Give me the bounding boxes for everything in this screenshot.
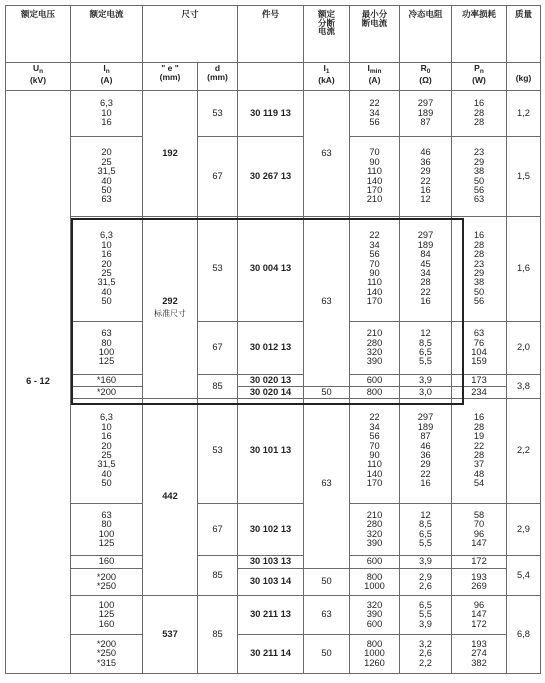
- currents-cell: [71, 504, 143, 556]
- row-192-d67: [6, 137, 541, 217]
- value-line: 16: [473, 412, 485, 423]
- dim-e-cell: 537: [143, 596, 198, 674]
- dim-d-cell: 53: [198, 91, 238, 137]
- breaking-current-cell: 63: [304, 596, 350, 635]
- value-line: *315: [96, 657, 117, 668]
- value-line: 125: [98, 537, 115, 548]
- resistance-cell: [400, 91, 452, 137]
- value-line: 36: [420, 156, 431, 167]
- value-line: 56: [473, 296, 485, 307]
- value-line: 54: [473, 478, 485, 489]
- row-442-d85-b: [6, 569, 541, 596]
- value-line: 193: [471, 638, 487, 649]
- value-line: 50: [101, 296, 112, 307]
- value-line: 110: [367, 166, 382, 177]
- power-loss-cell: [452, 91, 507, 137]
- value-line: 10: [101, 421, 112, 432]
- value-line: 63: [101, 194, 112, 205]
- value-line: 3,9: [419, 618, 432, 629]
- value-line: 63: [101, 509, 112, 520]
- value-line: 28: [473, 249, 485, 260]
- value-line: 22: [420, 175, 431, 186]
- value-line: 297: [417, 230, 434, 241]
- value-line: 210: [366, 509, 383, 520]
- value-line: 172: [471, 618, 487, 629]
- value-line: 140: [366, 286, 383, 297]
- value-line: 29: [473, 156, 485, 167]
- value-line: 16: [101, 117, 112, 128]
- value-line: 104: [471, 347, 487, 357]
- value-line: 16: [101, 249, 112, 260]
- value-line: 390: [366, 356, 383, 367]
- value-line: 147: [471, 537, 487, 548]
- part-number-cell: 30 004 13: [238, 217, 304, 322]
- value-line: 22: [369, 230, 380, 241]
- dim-e-cell: 292 标准尺寸: [143, 217, 198, 399]
- value-line: 48: [473, 468, 485, 479]
- value-line: 22: [473, 440, 485, 451]
- value-line: 29: [420, 166, 431, 177]
- mass-cell: 1,2: [507, 91, 541, 137]
- header-min-breaking-current: [350, 6, 400, 63]
- value-line: 34: [369, 421, 380, 432]
- value-line: 189: [417, 239, 434, 250]
- voltage-range-cell: 6 - 12: [6, 91, 71, 674]
- current-cell: *160: [71, 375, 143, 387]
- symbol-voltage: $U_n$ (kV): [6, 63, 71, 91]
- value-line: 28: [473, 450, 485, 460]
- value-line: 16: [473, 230, 485, 241]
- mass-cell: 1,5: [507, 137, 541, 217]
- power-loss-cell: [452, 399, 507, 504]
- header-rated-breaking-line-2: 分断: [317, 17, 335, 28]
- dim-d-cell: 85: [198, 596, 238, 674]
- value-line: 80: [101, 337, 112, 348]
- dim-d-cell: 85: [198, 375, 238, 399]
- value-line: 87: [420, 117, 431, 128]
- value-line: 1000: [364, 648, 385, 659]
- symbol-breaking: $I_1$ (kA): [304, 63, 350, 91]
- min-breaking-value: 600: [350, 375, 400, 387]
- value-line: 31,5: [97, 459, 116, 470]
- resistance-cell: [400, 322, 452, 375]
- part-number-cell: 30 211 13: [238, 596, 304, 635]
- value-line: 29: [420, 459, 431, 470]
- value-line: 210: [366, 328, 383, 339]
- value-line: 70: [473, 519, 485, 530]
- header-mass: 质量: [507, 6, 541, 63]
- min-breaking-cell: [350, 504, 400, 556]
- value-line: 96: [473, 528, 485, 539]
- part-number-cell: 30 103 14: [238, 569, 304, 596]
- value-line: 90: [369, 156, 380, 167]
- value-line: 390: [366, 609, 383, 620]
- dim-d-cell: 67: [198, 322, 238, 375]
- value-line: 12: [420, 509, 431, 520]
- standard-size-note: 标准尺寸: [154, 308, 186, 318]
- value-line: 31,5: [97, 166, 116, 177]
- value-line: 37: [473, 459, 485, 470]
- mass-cell: 3,8: [507, 375, 541, 399]
- symbol-min-breaking: $I_{min}$ (A): [350, 63, 400, 91]
- header-cold-resistance: 冷态电阻: [400, 6, 452, 63]
- value-line: 70: [369, 147, 380, 158]
- header-row: [6, 6, 541, 63]
- value-line: 16: [473, 98, 485, 109]
- value-line: 46: [420, 147, 431, 158]
- breaking-current-cell: 63: [304, 91, 350, 217]
- value-line: 170: [366, 184, 383, 195]
- value-line: 2,6: [419, 648, 432, 659]
- value-line: 56: [369, 249, 380, 260]
- value-line: 800: [366, 638, 383, 649]
- power-loss-cell: [452, 217, 507, 322]
- currents-cell: [71, 596, 143, 635]
- value-line: 140: [366, 468, 383, 479]
- row-537-b: [6, 635, 541, 674]
- min-breaking-cell: [350, 322, 400, 375]
- fuse-specification-table: [5, 5, 541, 674]
- mass-cell: 5,4: [507, 556, 541, 596]
- row-537-a: [6, 596, 541, 635]
- header-power-loss: 功率损耗: [452, 6, 507, 63]
- value-line: 25: [101, 268, 112, 278]
- min-breaking-cell: 800 1000: [350, 569, 400, 596]
- dim-d-cell: 53: [198, 217, 238, 322]
- value-line: 50: [473, 175, 485, 186]
- min-breaking-cell: [350, 137, 400, 217]
- value-line: 90: [369, 268, 380, 278]
- value-line: 16: [420, 184, 431, 195]
- value-line: 189: [417, 107, 434, 118]
- value-line: 297: [417, 98, 434, 109]
- value-line: 63: [101, 328, 112, 339]
- value-line: 56: [473, 184, 485, 195]
- part-number-cell: 30 102 13: [238, 504, 304, 556]
- value-line: 6,5: [419, 347, 432, 357]
- value-line: 297: [417, 412, 434, 423]
- value-line: 38: [473, 166, 485, 177]
- symbol-mass-unit: (kg): [507, 63, 541, 91]
- value-line: 274: [471, 648, 487, 659]
- value-line: 25: [101, 156, 112, 167]
- resistance-cell: [400, 399, 452, 504]
- breaking-current-cell: 50: [304, 387, 350, 399]
- mass-cell: 2,0: [507, 322, 541, 375]
- dim-d-cell: 85: [198, 556, 238, 596]
- value-line: 6,3: [100, 98, 113, 109]
- value-line: 22: [420, 286, 431, 297]
- part-number-cell: 30 020 13: [238, 375, 304, 387]
- value-line: 28: [473, 421, 485, 432]
- value-line: 40: [101, 286, 112, 297]
- value-line: 25: [101, 450, 112, 460]
- min-breaking-value: 600: [350, 556, 400, 569]
- dim-d-cell: 67: [198, 137, 238, 217]
- value-line: 70: [369, 440, 380, 451]
- value-line: 34: [420, 268, 431, 278]
- value-line: 19: [473, 431, 485, 442]
- value-line: 16: [101, 431, 112, 442]
- current-cell: 160: [71, 556, 143, 569]
- value-line: 38: [473, 277, 485, 288]
- part-number-cell: 30 012 13: [238, 322, 304, 375]
- part-number-cell: 30 020 14: [238, 387, 304, 399]
- value-line: 189: [417, 421, 434, 432]
- currents-cell: [71, 217, 143, 322]
- power-loss-value: 234: [452, 387, 507, 399]
- mass-cell: 2,2: [507, 399, 541, 504]
- currents-cell: [71, 635, 143, 674]
- symbol-part-empty: [238, 63, 304, 91]
- min-breaking-cell: [350, 217, 400, 322]
- value-line: 140: [366, 175, 383, 186]
- row-292-d85-a: [6, 375, 541, 387]
- dim-d-cell: 53: [198, 399, 238, 504]
- value-line: 90: [369, 450, 380, 460]
- value-line: 29: [473, 268, 485, 278]
- value-line: 100: [98, 528, 115, 539]
- symbol-dim-d: d (mm): [198, 63, 238, 91]
- value-line: 16: [420, 296, 431, 307]
- value-line: 45: [420, 258, 431, 269]
- header-rated-current: 额定电流: [71, 6, 143, 63]
- row-292-d85-b: [6, 387, 541, 399]
- value-line: 8,5: [419, 337, 432, 348]
- resistance-cell: [400, 217, 452, 322]
- symbol-resistance: $R_0$ (Ω): [400, 63, 452, 91]
- value-line: 20: [101, 440, 112, 451]
- value-line: *200: [96, 638, 117, 649]
- power-loss-cell: [452, 322, 507, 375]
- power-loss-cell: 193 269: [452, 569, 507, 596]
- header-rated-breaking-current: [304, 6, 350, 63]
- resistance-cell: [400, 504, 452, 556]
- value-line: 5,5: [419, 537, 432, 548]
- header-rated-breaking-line-1: 额定: [317, 9, 335, 19]
- min-breaking-cell: [350, 91, 400, 137]
- resistance-cell: [400, 635, 452, 674]
- value-line: 87: [420, 431, 431, 442]
- value-line: 320: [366, 599, 383, 610]
- symbol-power: $P_n$ (W): [452, 63, 507, 91]
- value-line: 84: [420, 249, 431, 260]
- header-rated-breaking-line-3: 电流: [317, 26, 335, 37]
- value-line: 31,5: [97, 277, 116, 288]
- value-line: 8,5: [419, 519, 432, 530]
- value-line: 40: [101, 175, 112, 186]
- row-442-d53: [6, 399, 541, 504]
- value-line: 6,5: [419, 528, 432, 539]
- value-line: 22: [369, 412, 380, 423]
- header-part-no: 件号: [238, 6, 304, 63]
- value-line: 280: [366, 337, 383, 348]
- row-292-d67: [6, 322, 541, 375]
- header-min-breaking-line-2: 断电流: [361, 17, 388, 28]
- part-number-cell: 30 119 13: [238, 91, 304, 137]
- current-cell: *200: [71, 387, 143, 399]
- row-442-d67: [6, 504, 541, 556]
- part-number-cell: 30 103 13: [238, 556, 304, 569]
- value-line: 70: [369, 258, 380, 269]
- header-rated-voltage: 额定电压: [6, 6, 71, 63]
- dim-d-cell: 67: [198, 504, 238, 556]
- value-line: 28: [420, 277, 431, 288]
- value-line: 320: [366, 347, 383, 357]
- value-line: 28: [473, 117, 485, 128]
- power-loss-cell: [452, 137, 507, 217]
- value-line: 100: [98, 347, 115, 357]
- power-loss-value: 173: [452, 375, 507, 387]
- part-number-cell: 30 211 14: [238, 635, 304, 674]
- value-line: 160: [98, 618, 115, 629]
- currents-cell: *200 *250: [71, 569, 143, 596]
- breaking-current-cell: 63: [304, 217, 350, 387]
- power-loss-cell: [452, 596, 507, 635]
- value-line: 390: [366, 537, 383, 548]
- value-line: 50: [473, 286, 485, 297]
- part-number-cell: 30 101 13: [238, 399, 304, 504]
- value-line: 28: [473, 107, 485, 118]
- value-line: 22: [369, 98, 380, 109]
- value-line: 125: [98, 609, 115, 620]
- resistance-value: 3,9: [400, 556, 452, 569]
- power-loss-cell: [452, 635, 507, 674]
- dim-e-cell: 192: [143, 91, 198, 217]
- value-line: 170: [366, 478, 383, 489]
- value-line: 23: [473, 147, 485, 158]
- currents-cell: [71, 91, 143, 137]
- value-line: 56: [369, 431, 380, 442]
- header-min-breaking-line-1: 最小分: [361, 9, 388, 19]
- value-line: 63: [473, 328, 485, 339]
- value-line: 76: [473, 337, 485, 348]
- part-number-cell: 30 267 13: [238, 137, 304, 217]
- value-line: 125: [98, 356, 115, 367]
- min-breaking-cell: [350, 399, 400, 504]
- resistance-cell: 2,9 2,6: [400, 569, 452, 596]
- symbol-dim-e: " e " (mm): [143, 63, 198, 91]
- value-line: 110: [367, 459, 382, 470]
- value-line: 170: [366, 296, 383, 307]
- symbol-current: $I_n$ (A): [71, 63, 143, 91]
- mass-cell: 2,9: [507, 504, 541, 556]
- value-line: 382: [471, 657, 487, 668]
- min-breaking-cell: [350, 596, 400, 635]
- value-line: 36: [420, 450, 431, 460]
- value-line: 50: [101, 478, 112, 489]
- value-line: 3,2: [419, 638, 432, 649]
- value-line: 34: [369, 239, 380, 250]
- power-loss-value: 172: [452, 556, 507, 569]
- value-line: 23: [473, 258, 485, 269]
- dim-e-cell: 442: [143, 399, 198, 596]
- value-line: 320: [366, 528, 383, 539]
- currents-cell: [71, 399, 143, 504]
- value-line: 12: [420, 194, 431, 205]
- value-line: 210: [366, 194, 383, 205]
- value-line: 34: [369, 107, 380, 118]
- value-line: 56: [369, 117, 380, 128]
- value-line: 280: [366, 519, 383, 530]
- value-line: 63: [473, 194, 485, 205]
- value-line: 10: [101, 239, 112, 250]
- power-loss-cell: [452, 504, 507, 556]
- value-line: 1260: [364, 657, 385, 668]
- value-line: *250: [96, 648, 117, 659]
- resistance-value: 3,0: [400, 387, 452, 399]
- value-line: 2,2: [419, 657, 432, 668]
- value-line: 100: [98, 599, 115, 610]
- resistance-cell: [400, 137, 452, 217]
- header-dimensions: 尺寸: [143, 6, 238, 63]
- row-292-d53: [6, 217, 541, 322]
- breaking-current-cell: 63: [304, 399, 350, 569]
- row-442-d85-a: [6, 556, 541, 569]
- value-line: 96: [473, 599, 485, 610]
- currents-cell: [71, 137, 143, 217]
- value-line: 22: [420, 468, 431, 479]
- value-line: 159: [471, 356, 487, 367]
- value-line: 110: [367, 277, 382, 288]
- value-line: 6,3: [100, 412, 113, 423]
- value-line: 46: [420, 440, 431, 451]
- value-line: 6,5: [419, 599, 432, 610]
- value-line: 5,5: [419, 609, 432, 620]
- value-line: 16: [420, 478, 431, 489]
- value-line: 147: [471, 609, 487, 620]
- value-line: 5,5: [419, 356, 432, 367]
- mass-cell: 6,8: [507, 596, 541, 674]
- value-line: 20: [101, 258, 112, 269]
- value-line: 10: [101, 107, 112, 118]
- value-line: 28: [473, 239, 485, 250]
- breaking-current-cell: 50: [304, 569, 350, 596]
- value-line: 40: [101, 468, 112, 479]
- value-line: 6,3: [100, 230, 113, 241]
- row-192-d53: [6, 91, 541, 137]
- mass-cell: 1,6: [507, 217, 541, 322]
- value-line: 58: [473, 509, 485, 520]
- min-breaking-cell: [350, 635, 400, 674]
- value-line: 50: [101, 184, 112, 195]
- value-line: 80: [101, 519, 112, 530]
- value-line: 12: [420, 328, 431, 339]
- value-line: 600: [366, 618, 383, 629]
- breaking-current-cell: 50: [304, 635, 350, 674]
- value-line: 20: [101, 147, 112, 158]
- currents-cell: [71, 322, 143, 375]
- symbol-row: [6, 63, 541, 91]
- min-breaking-value: 800: [350, 387, 400, 399]
- resistance-value: 3,9: [400, 375, 452, 387]
- resistance-cell: [400, 596, 452, 635]
